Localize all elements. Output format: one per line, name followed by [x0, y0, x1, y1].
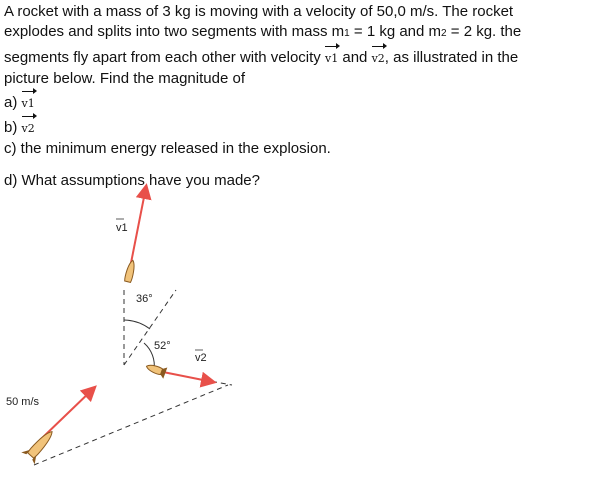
intro-2b: 1: [344, 28, 350, 39]
angle-arc-36: [124, 320, 150, 329]
intro-line-2: [4, 22, 594, 44]
intro-3a: segments fly apart from each other with velocity: [4, 49, 325, 66]
rocket-original: [21, 426, 58, 465]
rocket-segment-2: [144, 361, 167, 379]
intro-line-4: picture below. Find the magnitude of: [4, 70, 245, 87]
v1-label-text: v1: [116, 222, 128, 234]
spacer: [4, 159, 594, 171]
v2-diagram-label: [195, 350, 207, 364]
intro-3b: and: [338, 49, 372, 66]
v1-diagram-label: [116, 219, 128, 234]
rocket-diagram: [0, 175, 604, 487]
question-d: d) What assumptions have you made?: [4, 172, 260, 189]
v1-arrow: [130, 187, 146, 268]
question-b: [4, 114, 594, 139]
intro-3c: , as illustrated in the: [384, 49, 519, 66]
v2-arrow: [158, 371, 213, 382]
intro-2e: = 2 kg. the: [446, 23, 522, 40]
rocket-segment-1: [124, 259, 136, 282]
intro-2c: = 1 kg and m: [349, 23, 442, 40]
question-a-vector: v1: [22, 89, 35, 114]
question-a: [4, 89, 594, 114]
v2-symbol: v2: [372, 44, 385, 69]
initial-velocity-arrow: [40, 388, 94, 440]
question-b-label: b): [4, 119, 22, 136]
problem-text: [4, 2, 594, 191]
v2-label-text: v2: [195, 352, 207, 364]
question-c: c) the minimum energy released in the explosion.: [4, 140, 331, 157]
intro-2a: explodes and splits into two segments with mass m: [4, 23, 345, 40]
intro-line-1: A rocket with a mass of 3 kg is moving with a velocity of 50,0 m/s. The rocket: [4, 3, 514, 20]
question-a-label: a): [4, 94, 22, 111]
trajectory-dashed-line: [34, 385, 228, 465]
angle-1-label: 36°: [136, 293, 153, 305]
question-b-vector: v2: [22, 114, 35, 139]
angle-2-label: 52°: [154, 340, 171, 352]
intro-2d: 2: [441, 28, 447, 39]
speed-label: 50 m/s: [6, 396, 40, 408]
v1-symbol: v1: [325, 44, 338, 69]
intro-line-3: [4, 44, 594, 69]
